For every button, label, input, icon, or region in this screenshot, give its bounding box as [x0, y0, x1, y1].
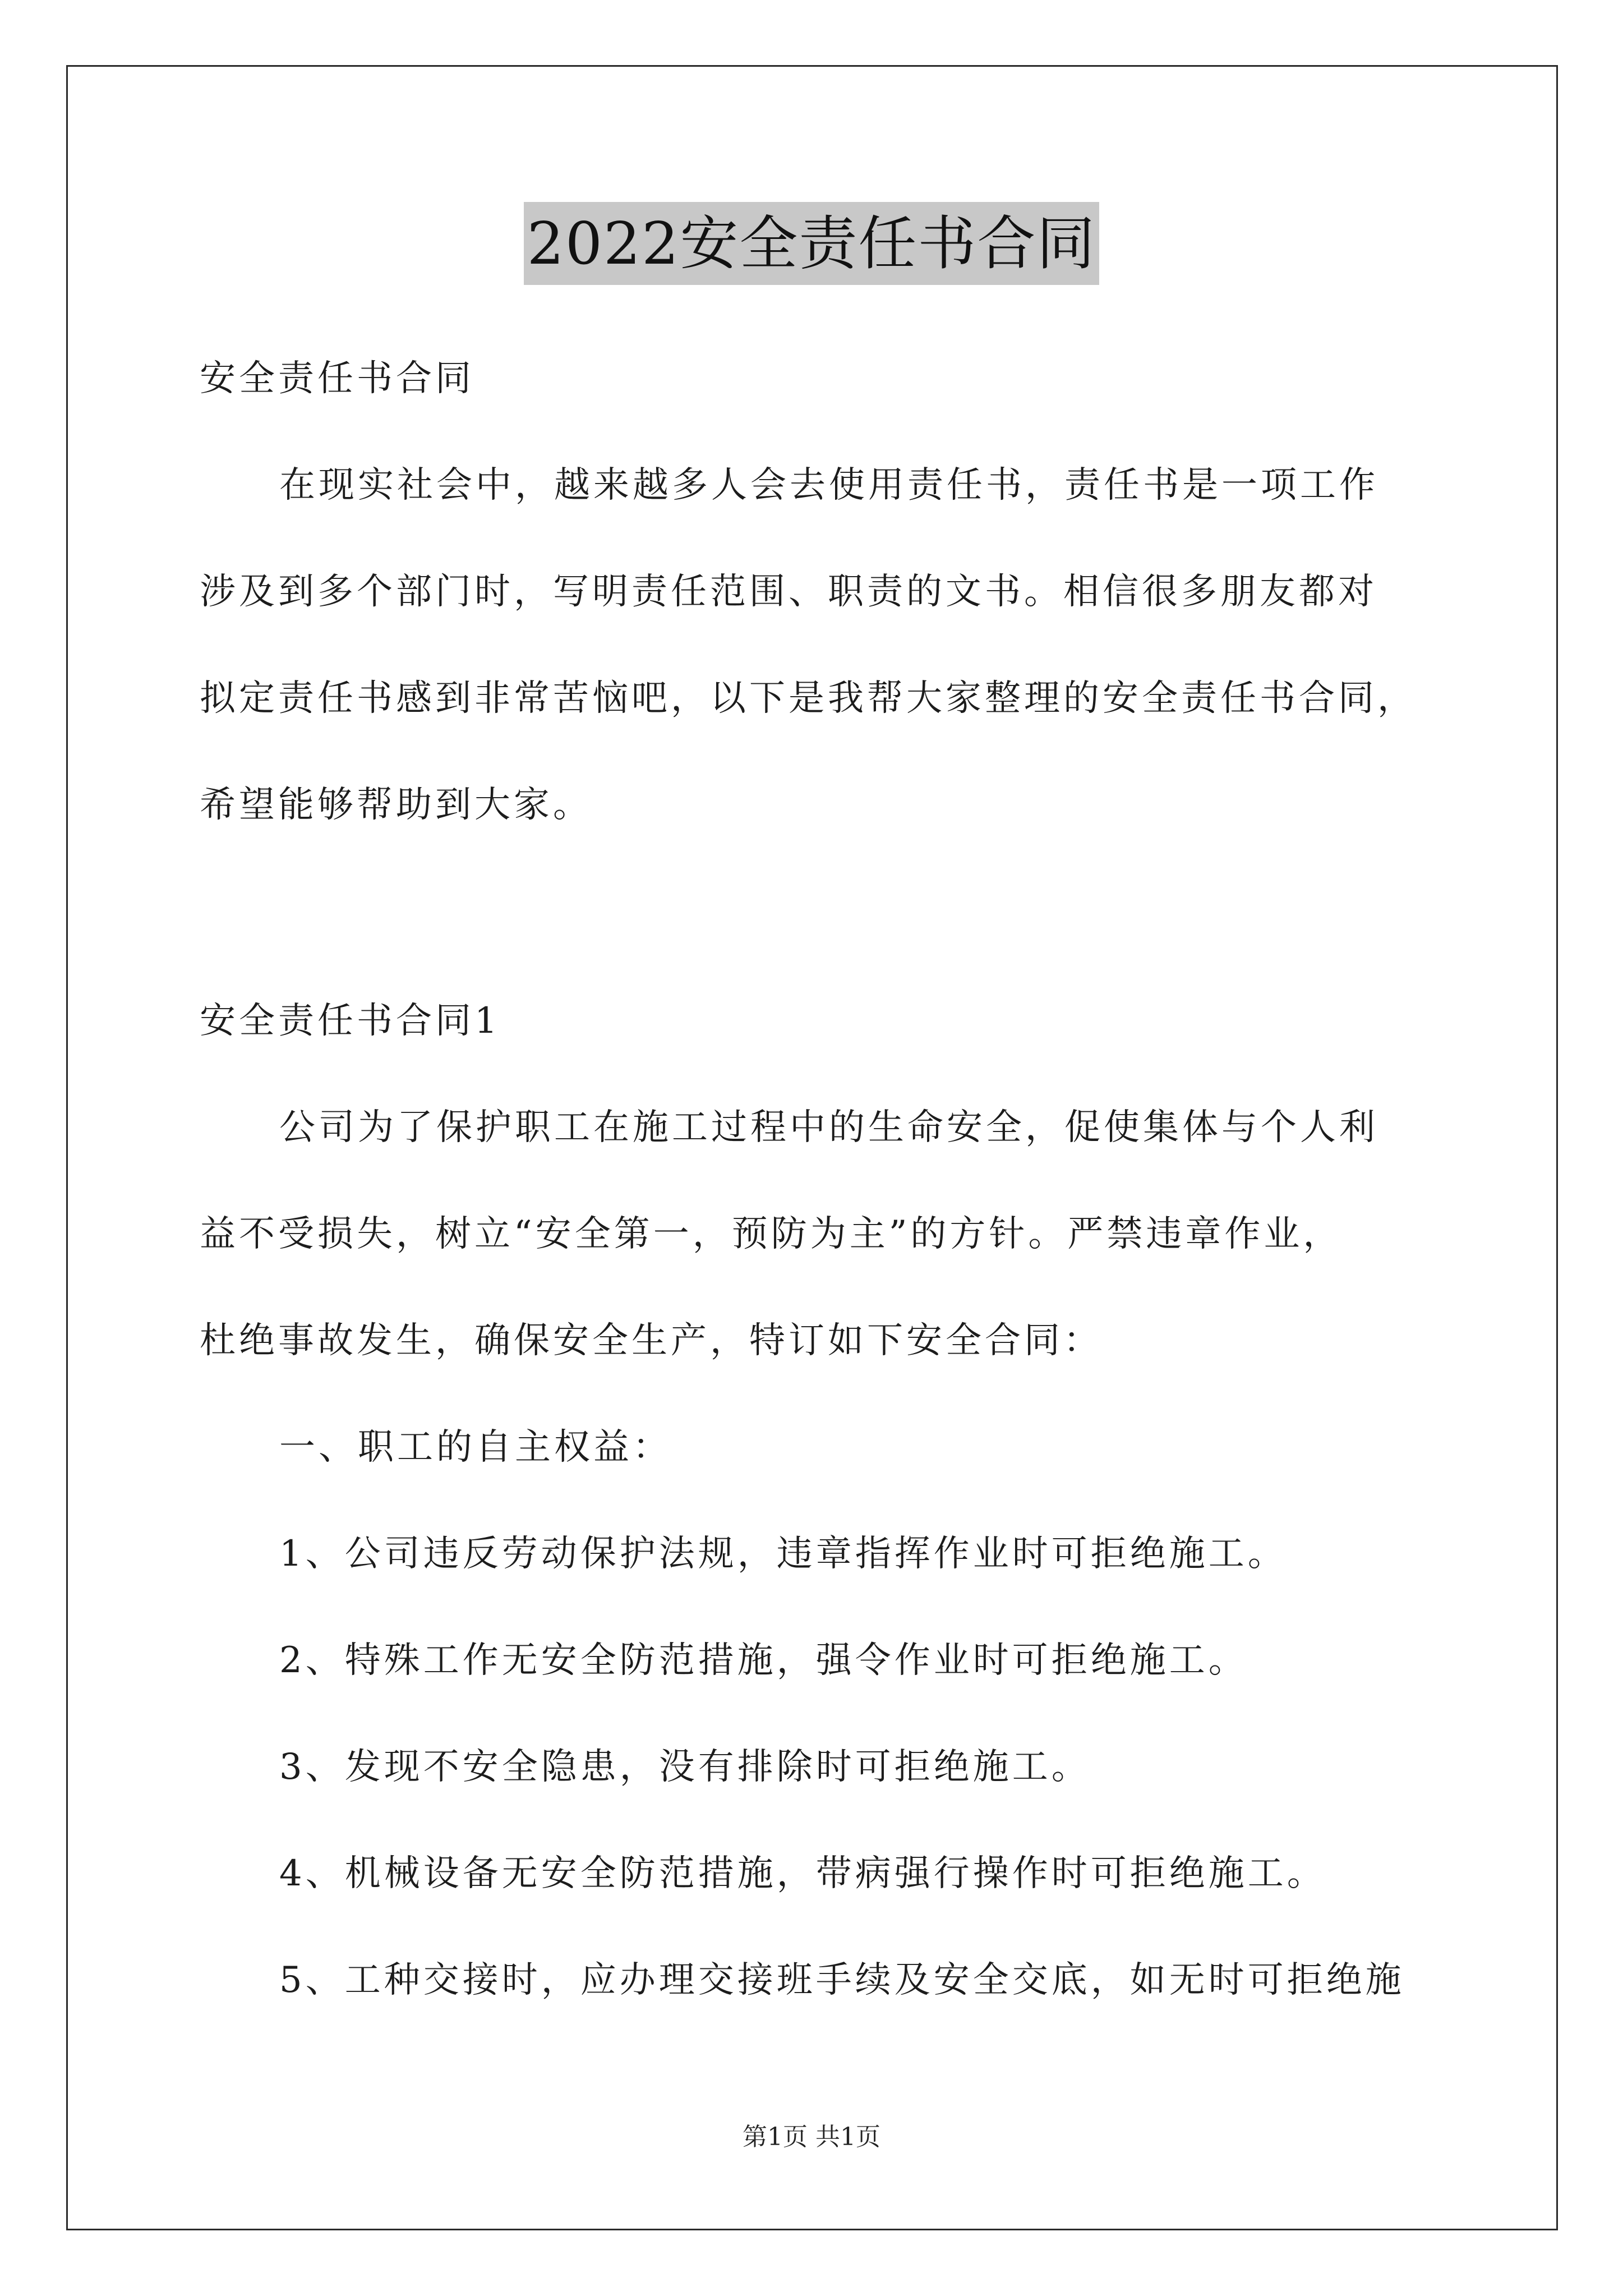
- paragraph-line: 益不受损失，树立“安全第一，预防为主”的方针。严禁违章作业，: [200, 1213, 1343, 1255]
- list-item: 2、特殊工作无安全防范措施，强令作业时可拒绝施工。: [279, 1640, 1248, 1681]
- paragraph-line: 在现实社会中，越来越多人会去使用责任书，责任书是一项工作: [279, 464, 1378, 506]
- page-footer: 第1页 共1页: [743, 2123, 880, 2151]
- list-item: 4、机械设备无安全防范措施，带病强行操作时可拒绝施工。: [279, 1853, 1326, 1894]
- title-container: [0, 202, 1623, 285]
- list-heading: 一、职工的自主权益：: [279, 1427, 672, 1468]
- document-title: 2022安全责任书合同: [524, 202, 1100, 285]
- section-heading: 安全责任书合同: [200, 358, 474, 399]
- paragraph-line: 拟定责任书感到非常苦恼吧，以下是我帮大家整理的安全责任书合同，: [200, 678, 1417, 719]
- paragraph-line: 公司为了保护职工在施工过程中的生命安全，促使集体与个人利: [279, 1107, 1378, 1148]
- paragraph-line: 杜绝事故发生，确保安全生产，特订如下安全合同：: [200, 1320, 1103, 1361]
- list-item: 3、发现不安全隐患，没有排除时可拒绝施工。: [279, 1746, 1091, 1788]
- list-item: 1、公司违反劳动保护法规，违章指挥作业时可拒绝施工。: [279, 1533, 1287, 1575]
- list-item: 5、工种交接时，应办理交接班手续及安全交底，如无时可拒绝施: [279, 1959, 1405, 2001]
- paragraph-line: 希望能够帮助到大家。: [200, 784, 592, 826]
- section-heading: 安全责任书合同1: [200, 1000, 501, 1042]
- paragraph-line: 涉及到多个部门时，写明责任范围、职责的文书。相信很多朋友都对: [200, 571, 1377, 613]
